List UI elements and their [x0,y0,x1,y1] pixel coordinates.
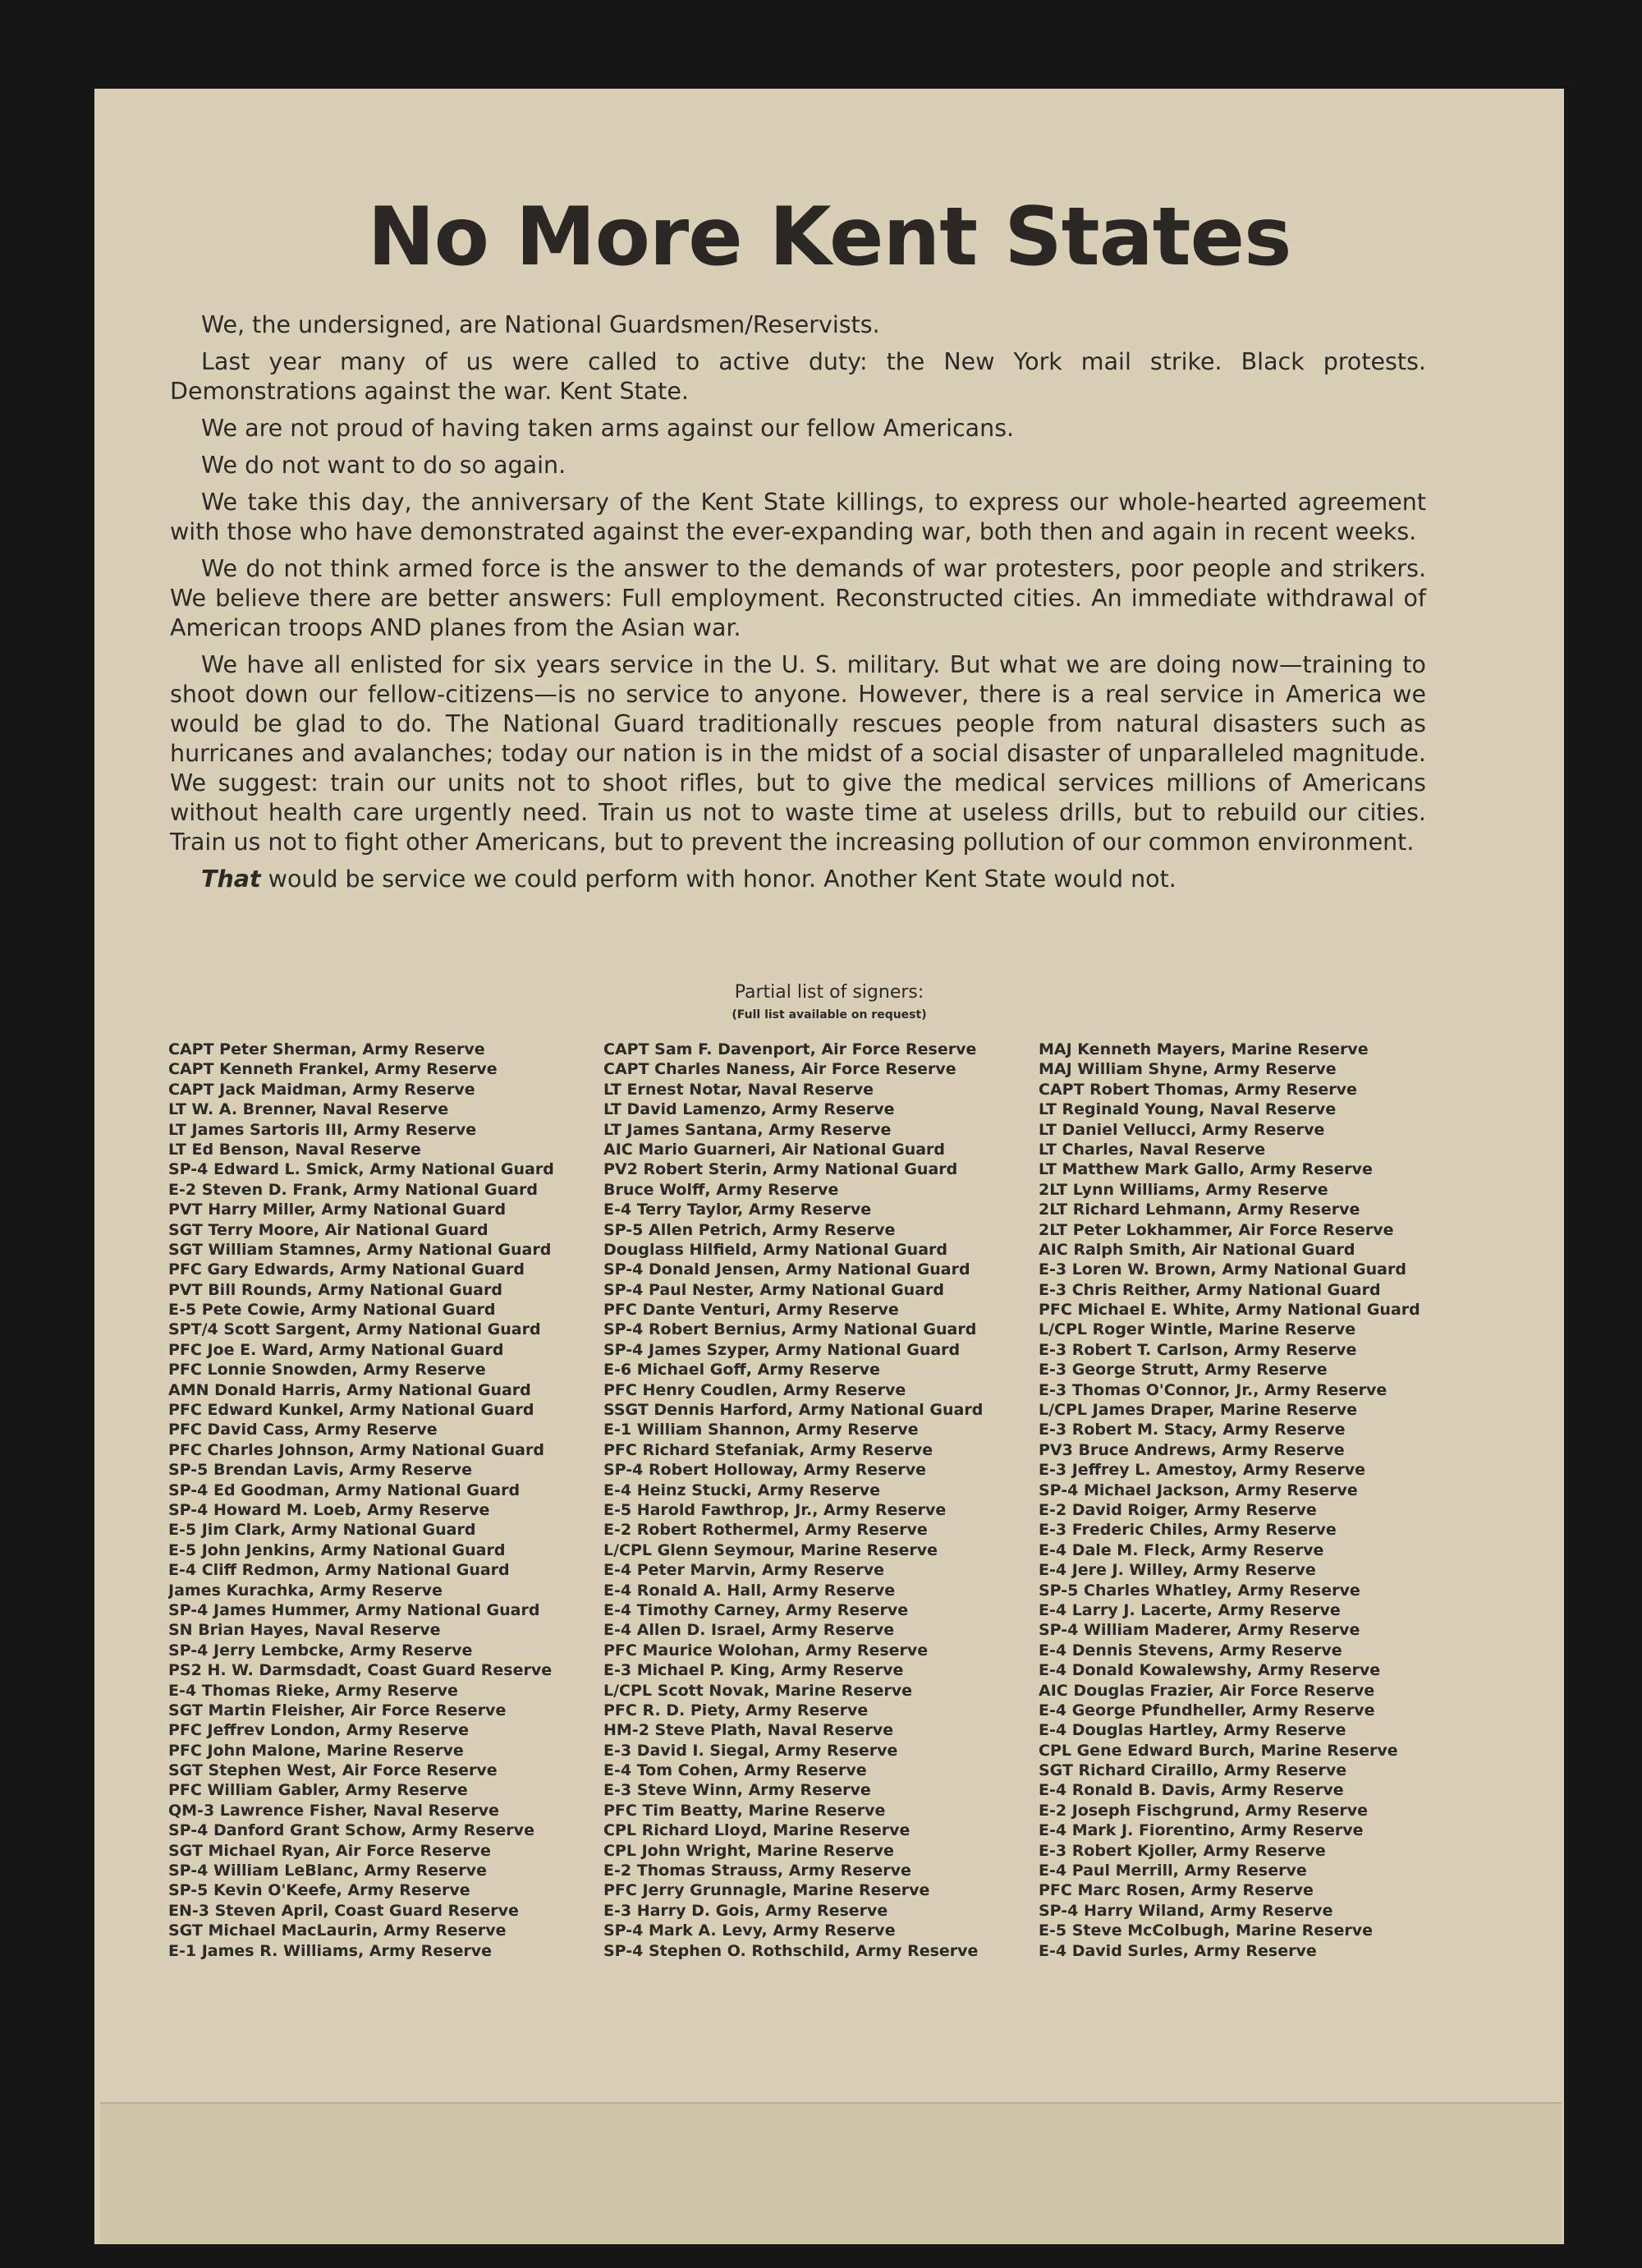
signer-entry: CPL John Wright, Marine Reserve [603,1841,894,1860]
signer-entry: E-5 Pete Cowie, Army National Guard [168,1301,496,1320]
signers-note: (Full list available on request) [732,1008,927,1022]
signer-entry: PFC R. D. Piety, Army Reserve [603,1701,869,1719]
signer-entry: E-2 Thomas Strauss, Army Reserve [603,1862,911,1880]
signer-entry: SP-5 Allen Petrich, Army Reserve [603,1220,896,1239]
signer-entry: E-4 Terry Taylor, Army Reserve [603,1201,872,1219]
signer-entry: SP-4 Jerry Lembcke, Army Reserve [168,1641,473,1660]
page-title: No More Kent States [367,191,1291,284]
signer-entry: SP-4 Robert Bernius, Army National Guard [603,1320,977,1339]
signer-entry: E-6 Michael Goff, Army Reserve [603,1361,880,1380]
signer-entry: PFC Jeffrev London, Army Reserve [168,1721,469,1740]
signer-entry: E-3 Steve Winn, Army Reserve [603,1781,871,1800]
signer-entry: E-4 Ronald A. Hall, Army Reserve [603,1581,896,1600]
signer-entry: E-1 James R. Williams, Army Reserve [168,1941,493,1960]
signer-entry: PFC David Cass, Army Reserve [168,1421,438,1439]
signer-entry: LT Reginald Young, Naval Reserve [1039,1100,1337,1119]
signer-entry: LT Matthew Mark Gallo, Army Reserve [1039,1160,1373,1179]
signer-entry: L/CPL Roger Wintle, Marine Reserve [1039,1320,1356,1339]
signer-entry: PFC Marc Rosen, Army Reserve [1039,1881,1314,1900]
signer-entry: LT James Santana, Army Reserve [603,1120,892,1139]
signer-entry: AIC Ralph Smith, Air National Guard [1039,1240,1355,1259]
signer-entry: PS2 H. W. Darmsdadt, Coast Guard Reserve [168,1661,553,1680]
signer-entry: PV2 Robert Sterin, Army National Guard [603,1160,958,1179]
signer-entry: CAPT Peter Sherman, Army Reserve [168,1040,485,1058]
signer-entry: MAJ Kenneth Mayers, Marine Reserve [1039,1040,1369,1058]
signer-entry: SP-4 Ed Goodman, Army National Guard [168,1481,521,1499]
signer-entry: SGT Terry Moore, Air National Guard [168,1220,488,1239]
signer-entry: E-4 Douglas Hartley, Army Reserve [1039,1721,1346,1740]
signer-entry: L/CPL James Draper, Marine Reserve [1039,1401,1357,1420]
signer-entry: PFC John Malone, Marine Reserve [168,1741,464,1760]
signers-column-1 [168,1040,595,1961]
signer-entry: E-3 Chris Reither, Army National Guard [1039,1280,1381,1299]
paragraph-4: We do not want to do so again. [201,452,566,479]
paragraph-8-text: would be service we could perform with honor. Another Kent State would not. [260,865,1176,893]
signer-entry: L/CPL Scott Novak, Marine Reserve [603,1681,913,1700]
signer-entry: E-4 Peter Marvin, Army Reserve [603,1561,885,1580]
signer-entry: E-3 Thomas O'Connor, Jr., Army Reserve [1039,1380,1387,1399]
signer-entry: E-2 David Roiger, Army Reserve [1039,1500,1317,1519]
paragraph-6: We do not think armed force is the answer to the demands of war protesters, poor people and strikers. We believe there are better answers: Full employment. Reconstructed cities. An immediate withdrawal of American troops AND planes from the Asian war. [170,555,1426,641]
signer-entry: E-3 Loren W. Brown, Army National Guard [1039,1260,1406,1279]
signer-entry: E-2 Steven D. Frank, Army National Guard [168,1180,538,1199]
signer-entry: E-3 Jeffrey L. Amestoy, Army Reserve [1039,1461,1366,1480]
signer-entry: CAPT Jack Maidman, Army Reserve [168,1080,475,1099]
signer-entry: E-4 Jere J. Willey, Army Reserve [1039,1561,1316,1580]
signer-entry: 2LT Peter Lokhammer, Air Force Reserve [1039,1220,1394,1239]
signer-entry: PFC William Gabler, Army Reserve [168,1781,468,1800]
signer-entry: E-3 Robert Kjoller, Army Reserve [1039,1841,1326,1860]
signer-entry: SGT Michael MacLaurin, Army Reserve [168,1921,507,1940]
signer-entry: SP-4 Stephen O. Rothschild, Army Reserve [603,1941,979,1960]
signer-entry: LT Daniel Vellucci, Army Reserve [1039,1120,1325,1139]
signer-entry: LT Charles, Naval Reserve [1039,1140,1266,1159]
signer-entry: 2LT Lynn Williams, Army Reserve [1039,1180,1328,1199]
signer-entry: SPT/4 Scott Sargent, Army National Guard [168,1320,541,1339]
signer-entry: LT Ernest Notar, Naval Reserve [603,1080,874,1099]
signer-entry: SP-4 Robert Holloway, Army Reserve [603,1461,927,1480]
signer-entry: CPL Richard Lloyd, Marine Reserve [603,1821,910,1840]
signer-entry: E-3 Michael P. King, Army Reserve [603,1661,904,1680]
signer-entry: PFC Henry Coudlen, Army Reserve [603,1380,906,1399]
signer-entry: E-5 Harold Fawthrop, Jr., Army Reserve [603,1500,947,1519]
signer-entry: SGT William Stamnes, Army National Guard [168,1240,552,1259]
signer-entry: EN-3 Steven April, Coast Guard Reserve [168,1901,519,1920]
signer-entry: E-4 Donald Kowalewshy, Army Reserve [1039,1661,1381,1680]
signer-entry: SN Brian Hayes, Naval Reserve [168,1621,441,1640]
signer-entry: E-4 Paul Merrill, Army Reserve [1039,1862,1307,1880]
signer-entry: E-4 Tom Cohen, Army Reserve [603,1761,867,1780]
signer-entry: LT Ed Benson, Naval Reserve [168,1140,421,1159]
signer-entry: E-3 Robert M. Stacy, Army Reserve [1039,1421,1346,1439]
signer-entry: SP-4 Harry Wiland, Army Reserve [1039,1901,1333,1920]
emphasis-that: That [201,865,261,893]
signer-entry: PVT Bill Rounds, Army National Guard [168,1280,502,1299]
signer-entry: SP-5 Charles Whatley, Army Reserve [1039,1581,1360,1600]
signer-entry: E-1 William Shannon, Army Reserve [603,1421,919,1439]
signer-entry: SGT Michael Ryan, Air Force Reserve [168,1841,491,1860]
signer-entry: SP-4 Donald Jensen, Army National Guard [603,1260,970,1279]
signers-heading: Partial list of signers: [734,982,924,1003]
signer-entry: CAPT Kenneth Frankel, Army Reserve [168,1060,498,1079]
statement-body [170,310,1426,902]
signer-entry: SGT Martin Fleisher, Air Force Reserve [168,1701,507,1719]
signer-entry: E-4 David Surles, Army Reserve [1039,1941,1317,1960]
signer-entry: PFC Joe E. Ward, Army National Guard [168,1340,504,1359]
signer-entry: SGT Stephen West, Air Force Reserve [168,1761,498,1780]
signer-entry: Bruce Wolff, Army Reserve [603,1180,839,1199]
signer-entry: SP-4 James Szyper, Army National Guard [603,1340,961,1359]
signer-entry: SP-4 Michael Jackson, Army Reserve [1039,1481,1358,1499]
signer-entry: LT James Sartoris III, Army Reserve [168,1120,477,1139]
signer-entry: LT David Lamenzo, Army Reserve [603,1100,895,1119]
signer-entry: L/CPL Glenn Seymour, Marine Reserve [603,1540,938,1559]
signer-entry: AIC Douglas Frazier, Air Force Reserve [1039,1681,1375,1700]
signer-entry: E-3 Frederic Chiles, Army Reserve [1039,1521,1337,1540]
signer-entry: E-2 Robert Rothermel, Army Reserve [603,1521,928,1540]
signer-entry: PFC Edward Kunkel, Army National Guard [168,1401,534,1420]
signer-entry: HM-2 Steve Plath, Naval Reserve [603,1721,894,1740]
signer-entry: E-4 Mark J. Fiorentino, Army Reserve [1039,1821,1364,1840]
signer-entry: E-5 Jim Clark, Army National Guard [168,1521,476,1540]
signer-entry: PVT Harry Miller, Army National Guard [168,1201,507,1219]
signer-entry: SP-5 Brendan Lavis, Army Reserve [168,1461,473,1480]
signer-entry: SP-4 James Hummer, Army National Guard [168,1600,540,1619]
signer-entry: E-3 Harry D. Gois, Army Reserve [603,1901,888,1920]
signer-entry: E-5 Steve McColbugh, Marine Reserve [1039,1921,1373,1940]
signer-entry: PV3 Bruce Andrews, Army Reserve [1039,1440,1345,1459]
signer-entry: CAPT Sam F. Davenport, Air Force Reserve [603,1040,977,1058]
signer-entry: SSGT Dennis Harford, Army National Guard [603,1401,984,1420]
signer-entry: CAPT Robert Thomas, Army Reserve [1039,1080,1357,1099]
signer-entry: Douglass Hilfield, Army National Guard [603,1240,947,1259]
signer-entry: MAJ William Shyne, Army Reserve [1039,1060,1337,1079]
signer-entry: E-4 Ronald B. Davis, Army Reserve [1039,1781,1344,1800]
signer-entry: SP-4 Danford Grant Schow, Army Reserve [168,1821,534,1840]
signer-entry: SP-5 Kevin O'Keefe, Army Reserve [168,1881,470,1900]
paragraph-3: We are not proud of having taken arms against our fellow Americans. [201,415,1015,442]
signer-entry: E-4 Dale M. Fleck, Army Reserve [1039,1540,1324,1559]
signer-entry: AMN Donald Harris, Army National Guard [168,1380,531,1399]
signer-entry: E-4 Larry J. Lacerte, Army Reserve [1039,1600,1341,1619]
signer-entry: SP-4 William LeBlanc, Army Reserve [168,1862,487,1880]
signer-entry: SP-4 Howard M. Loeb, Army Reserve [168,1500,490,1519]
signer-entry: E-4 George Pfundheller, Army Reserve [1039,1701,1375,1719]
signer-entry: SP-4 Paul Nester, Army National Guard [603,1280,944,1299]
signer-entry: QM-3 Lawrence Fisher, Naval Reserve [168,1801,499,1820]
paragraph-5: We take this day, the anniversary of the Kent State killings, to express our whole-hearted agreement with those who have demonstrated against the ever-expanding war, both then and again in recent weeks. [170,489,1426,545]
signer-entry: PFC Lonnie Snowden, Army Reserve [168,1361,486,1380]
signer-entry: CAPT Charles Naness, Air Force Reserve [603,1060,956,1079]
signers-column-2 [603,1040,1030,1961]
signer-entry: CPL Gene Edward Burch, Marine Reserve [1039,1741,1398,1760]
signer-entry: E-5 John Jenkins, Army National Guard [168,1540,506,1559]
signer-entry: PFC Michael E. White, Army National Guard [1039,1301,1420,1320]
signer-entry: E-3 David I. Siegal, Army Reserve [603,1741,898,1760]
signer-entry: E-2 Joseph Fischgrund, Army Reserve [1039,1801,1369,1820]
signer-entry: E-4 Thomas Rieke, Army Reserve [168,1681,458,1700]
signer-entry: E-4 Cliff Redmon, Army National Guard [168,1561,510,1580]
signer-entry: PFC Gary Edwards, Army National Guard [168,1260,525,1279]
signer-entry: SP-4 William Maderer, Army Reserve [1039,1621,1360,1640]
signer-entry: SGT Richard Ciraillo, Army Reserve [1039,1761,1347,1780]
paragraph-8 [170,865,1426,894]
signer-entry: PFC Charles Johnson, Army National Guard [168,1440,544,1459]
page-edge-fold [100,2102,1562,2243]
signer-entry: SP-4 Edward L. Smick, Army National Guard [168,1160,554,1179]
signer-entry: E-4 Heinz Stucki, Army Reserve [603,1481,880,1499]
signer-entry: 2LT Richard Lehmann, Army Reserve [1039,1201,1360,1219]
paragraph-7: We have all enlisted for six years service in the U. S. military. But what we are doing now—training to shoot down our fellow-citizens—is no service to anyone. However, there is a real service in America we would be glad to do. The National Guard traditionally rescues people from natural disasters such as hurricanes and avalanches; today our nation is in the midst of a social disaster of unparalleled magnitude. We suggest: train our units not to shoot rifles, but to give the medical services millions of Americans without health care urgently need. Train us not to waste time at useless drills, but to rebuild our cities. Train us not to fight other Americans, but to prevent the increasing pollution of our common environment. [170,651,1426,856]
paragraph-1: We, the undersigned, are National Guardsmen/Reservists. [201,311,880,338]
signer-entry: LT W. A. Brenner, Naval Reserve [168,1100,449,1119]
signer-entry: PFC Dante Venturi, Army Reserve [603,1301,899,1320]
signer-entry: PFC Jerry Grunnagle, Marine Reserve [603,1881,930,1900]
signer-entry: PFC Tim Beatty, Marine Reserve [603,1801,886,1820]
signer-entry: PFC Maurice Wolohan, Army Reserve [603,1641,929,1660]
signers-column-3 [1039,1040,1465,1961]
signer-entry: PFC Richard Stefaniak, Army Reserve [603,1440,933,1459]
signer-entry: E-4 Timothy Carney, Army Reserve [603,1600,909,1619]
signer-entry: E-3 George Strutt, Army Reserve [1039,1361,1328,1380]
signer-entry: E-3 Robert T. Carlson, Army Reserve [1039,1340,1357,1359]
signer-entry: SP-4 Mark A. Levy, Army Reserve [603,1921,896,1940]
signer-entry: AIC Mario Guarneri, Air National Guard [603,1140,946,1159]
signer-entry: E-4 Dennis Stevens, Army Reserve [1039,1641,1342,1660]
signer-entry: James Kurachka, Army Reserve [168,1581,443,1600]
paragraph-2: Last year many of us were called to active duty: the New York mail strike. Black protests. Demonstrations against the war. Kent State. [170,348,1426,405]
signer-entry: E-4 Allen D. Israel, Army Reserve [603,1621,895,1640]
